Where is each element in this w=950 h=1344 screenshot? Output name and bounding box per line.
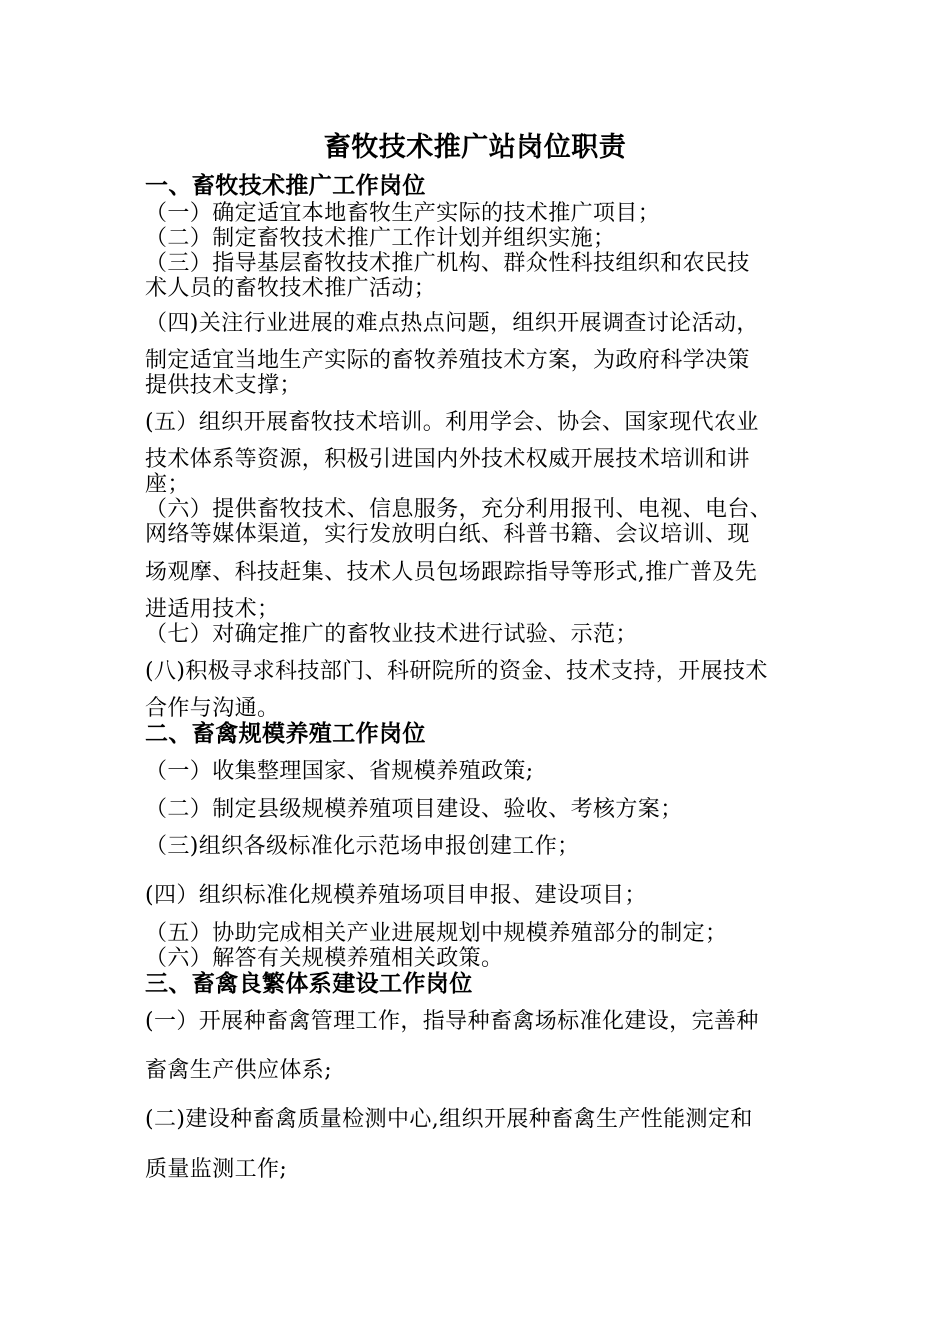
paragraph-line: 质量监测工作; <box>145 1157 288 1182</box>
paragraph-line: (四）组织标准化规模养殖场项目申报、建设项目； <box>145 883 647 908</box>
paragraph-line: （五）协助完成相关产业进展规划中规模养殖部分的制定； <box>145 921 728 946</box>
paragraph-line: (二)建设种畜禽质量检测中心,组织开展种畜禽生产性能测定和 <box>145 1107 753 1132</box>
paragraph-line: 网络等媒体渠道，实行发放明白纸、科普书籍、会议培训、现 <box>145 522 750 547</box>
paragraph-line: 制定适宜当地生产实际的畜牧养殖技术方案，为政府科学决策 <box>145 348 750 373</box>
paragraph-line: （七）对确定推广的畜牧业技术进行试验、示范； <box>145 622 638 647</box>
paragraph-line: （二）制定县级规模养殖项目建设、验收、考核方案； <box>145 797 683 822</box>
paragraph-line: (五）组织开展畜牧技术培训。利用学会、协会、国家现代农业 <box>145 410 759 435</box>
section-heading-3: 三、畜禽良繁体系建设工作岗位 <box>145 970 473 997</box>
paragraph-line: （三)组织各级标准化示范场申报创建工作； <box>145 834 580 859</box>
paragraph-line: 进适用技术； <box>145 597 280 622</box>
paragraph-line: （三）指导基层畜牧技术推广机构、群众性科技组织和农民技 <box>145 251 750 276</box>
paragraph-line: （二）制定畜牧技术推广工作计划并组织实施； <box>145 226 616 251</box>
paragraph-line: (一）开展种畜禽管理工作，指导种畜禽场标准化建设，完善种 <box>145 1009 759 1034</box>
paragraph-line: （一）收集整理国家、省规模养殖政策; <box>145 759 534 784</box>
section-heading-2: 二、畜禽规模养殖工作岗位 <box>145 720 426 747</box>
paragraph-line: 场观摩、科技赶集、技术人员包场跟踪指导等形式,推广普及先 <box>145 560 758 585</box>
paragraph-line: 座； <box>145 472 190 497</box>
paragraph-line: 技术体系等资源，积极引进国内外技术权威开展技术培训和讲 <box>145 447 750 472</box>
paragraph-line: (八)积极寻求科技部门、科研院所的资金、技术支持，开展技术 <box>145 659 768 684</box>
paragraph-line: （六）解答有关规模养殖相关政策。 <box>145 946 504 971</box>
paragraph-line: （四)关注行业进展的难点热点问题，组织开展调查讨论活动， <box>145 311 759 336</box>
paragraph-line: 提供技术支撑； <box>145 373 302 398</box>
paragraph-line: （一）确定适宜本地畜牧生产实际的技术推广项目； <box>145 201 661 226</box>
paragraph-line: （六）提供畜牧技术、信息服务，充分利用报刊、电视、电台、 <box>145 497 773 522</box>
section-heading-1: 一、畜牧技术推广工作岗位 <box>145 172 426 199</box>
document-title: 畜牧技术推广站岗位职责 <box>323 132 627 163</box>
paragraph-line: 合作与沟通。 <box>145 696 280 721</box>
paragraph-line: 畜禽生产供应体系; <box>145 1058 333 1083</box>
paragraph-line: 术人员的畜牧技术推广活动； <box>145 276 437 301</box>
